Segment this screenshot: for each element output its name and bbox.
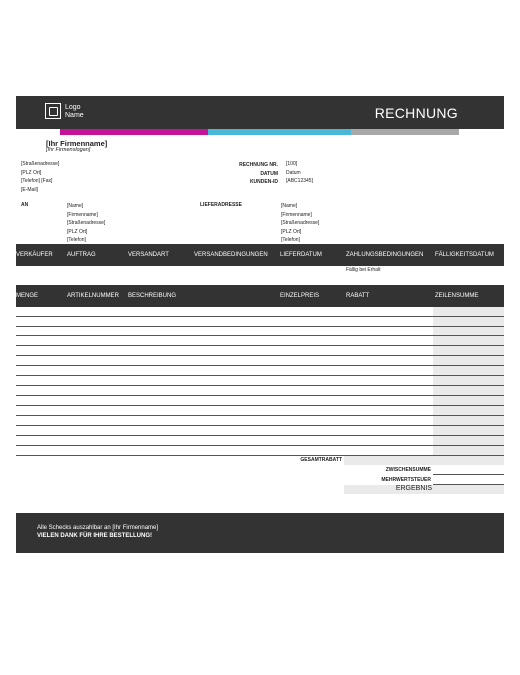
thank-you-message: VIELEN DANK FÜR IHRE BESTELLUNG! bbox=[37, 533, 153, 539]
col-description: BESCHREIBUNG bbox=[128, 293, 177, 299]
recipient-city[interactable]: [PLZ Ort] bbox=[67, 228, 88, 235]
company-slogan[interactable]: [Ihr Firmenslogan] bbox=[46, 147, 91, 153]
total-value[interactable] bbox=[433, 485, 504, 494]
delivery-street[interactable]: [Straßenadresse] bbox=[281, 220, 320, 227]
recipient-street[interactable]: [Straßenadresse] bbox=[67, 220, 106, 227]
header-bar bbox=[16, 96, 504, 129]
items-table-header bbox=[16, 285, 504, 307]
logo-text bbox=[65, 104, 84, 120]
col-item-number: ARTIKELNUMMER bbox=[67, 293, 119, 299]
order-table-header bbox=[16, 244, 504, 266]
table-row[interactable] bbox=[16, 395, 504, 396]
delivery-phone[interactable]: [Telefon] bbox=[281, 237, 300, 244]
invoice-meta-labels bbox=[200, 161, 278, 187]
delivery-label: LIEFERADRESSE bbox=[200, 202, 242, 208]
table-row[interactable] bbox=[16, 435, 504, 436]
invoice-meta-values bbox=[286, 160, 313, 186]
table-row[interactable] bbox=[16, 335, 504, 336]
logo-line-2: Name bbox=[65, 112, 84, 119]
company-name[interactable]: [Ihr Firmenname] bbox=[46, 139, 108, 148]
logo-icon bbox=[45, 103, 61, 119]
delivery-address bbox=[281, 202, 319, 245]
table-row[interactable] bbox=[16, 316, 504, 317]
logo-line-1: Logo bbox=[65, 104, 81, 111]
col-order: AUFTRAG bbox=[67, 252, 96, 258]
invoice-number-label: RECHNUNG NR. bbox=[239, 162, 278, 168]
recipient-label: AN bbox=[21, 202, 29, 208]
customer-id-value[interactable]: [ABC12345] bbox=[286, 178, 313, 185]
col-line-total: ZEILENSUMME bbox=[435, 293, 479, 299]
accent-stripe-magenta bbox=[60, 129, 208, 135]
col-shipping-method: VERSANDART bbox=[128, 252, 169, 258]
col-quantity: MENGE bbox=[16, 293, 39, 299]
col-shipping-terms: VERSANDBEDINGUNGEN bbox=[194, 252, 268, 258]
table-row[interactable] bbox=[16, 365, 504, 366]
table-row[interactable] bbox=[16, 425, 504, 426]
sender-city[interactable]: [PLZ Ort] bbox=[21, 169, 42, 176]
col-unit-price: EINZELPREIS bbox=[280, 293, 320, 299]
total-discount-value[interactable] bbox=[344, 456, 433, 465]
invoice-date-label: DATUM bbox=[260, 170, 278, 177]
subtotal-value[interactable] bbox=[433, 474, 504, 475]
sender-phone-fax[interactable]: [Telefon] [Fax] bbox=[21, 178, 53, 185]
col-payment-terms: ZAHLUNGSBEDINGUNGEN bbox=[346, 252, 424, 258]
table-row[interactable] bbox=[16, 445, 504, 446]
recipient-name[interactable]: [Name] bbox=[67, 203, 84, 209]
recipient-address bbox=[67, 202, 105, 245]
table-row[interactable] bbox=[16, 385, 504, 386]
table-row[interactable] bbox=[16, 405, 504, 406]
sender-email[interactable]: [E-Mail] bbox=[21, 186, 38, 193]
total-label: ERGEBNIS bbox=[395, 485, 432, 492]
line-total-column-shading bbox=[433, 307, 504, 456]
recipient-phone[interactable]: [Telefon] bbox=[67, 237, 86, 244]
col-delivery-date: LIEFERDATUM bbox=[280, 252, 322, 258]
accent-stripe-blue bbox=[208, 129, 351, 135]
delivery-name[interactable]: [Name] bbox=[281, 203, 298, 209]
delivery-city[interactable]: [PLZ Ort] bbox=[281, 228, 302, 235]
table-row[interactable] bbox=[16, 345, 504, 346]
invoice-title: RECHNUNG bbox=[374, 105, 458, 121]
table-row[interactable] bbox=[16, 415, 504, 416]
total-discount-label: GESAMTRABATT bbox=[300, 457, 342, 463]
accent-stripe-gray bbox=[351, 129, 459, 135]
delivery-company[interactable]: [Firmenname] bbox=[281, 211, 312, 218]
checks-note: Alle Schecks auszahlbar an [Ihr Firmenname] bbox=[37, 525, 159, 531]
sender-street[interactable]: [Straßenadresse] bbox=[21, 161, 60, 167]
table-row[interactable] bbox=[16, 355, 504, 356]
recipient-company[interactable]: [Firmenname] bbox=[67, 211, 98, 218]
total-discount-line-total[interactable] bbox=[433, 456, 504, 465]
table-row[interactable] bbox=[16, 326, 504, 327]
col-discount: RABATT bbox=[346, 293, 370, 299]
col-seller: VERKÄUFER bbox=[16, 252, 53, 258]
table-row[interactable] bbox=[16, 375, 504, 376]
payment-terms-value[interactable]: Fällig bei Erhalt bbox=[346, 267, 381, 273]
col-due-date: FÄLLIGKEITSDATUM bbox=[435, 252, 494, 258]
subtotal-label: ZWISCHENSUMME bbox=[385, 467, 431, 473]
sender-address bbox=[21, 160, 59, 194]
customer-id-label: KUNDEN-ID bbox=[249, 179, 278, 186]
invoice-number-value[interactable]: [100] bbox=[286, 161, 298, 167]
invoice-date-value[interactable]: Datum bbox=[286, 169, 301, 176]
tax-label: MEHRWERTSTEUER bbox=[381, 477, 431, 483]
